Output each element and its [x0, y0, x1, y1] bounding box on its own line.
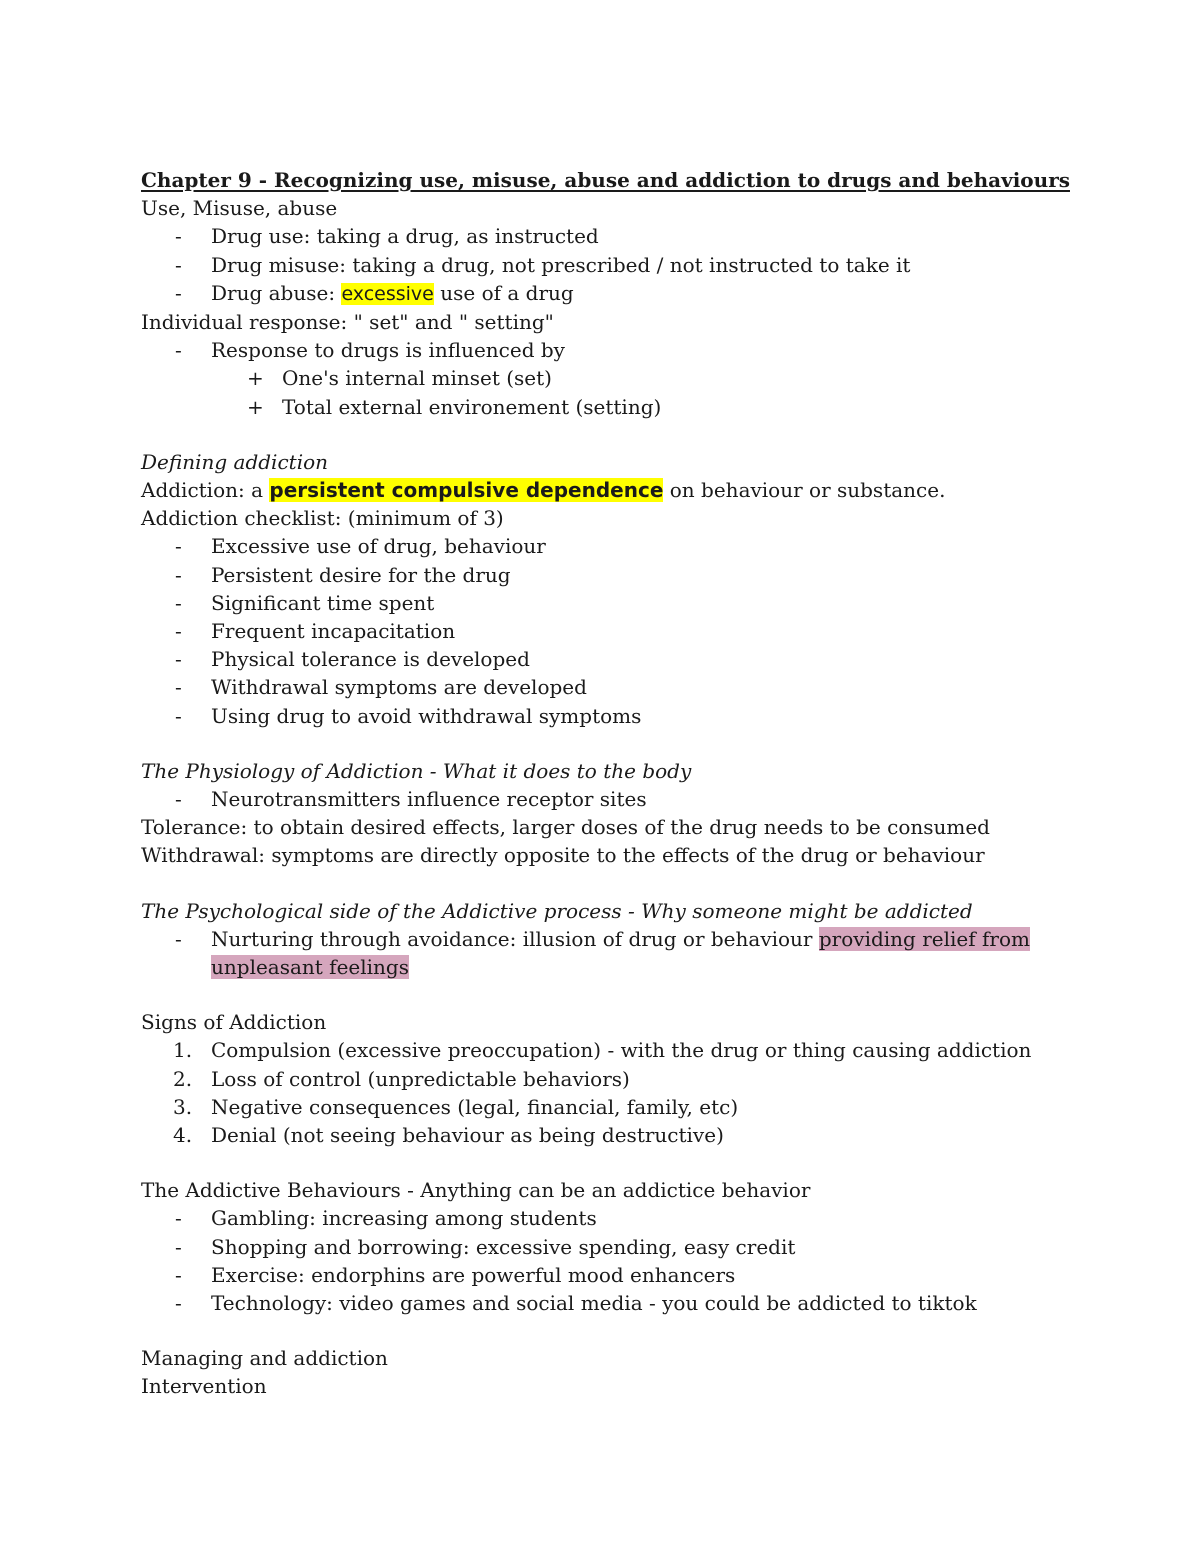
- list-item-text: Gambling: increasing among students: [211, 1206, 597, 1231]
- bullet-dash: -: [175, 703, 182, 728]
- withdrawal-text: Withdrawal: symptoms are directly opposite to the effects of the drug or behaviour: [141, 843, 985, 868]
- list-item-text: Shopping and borrowing: excessive spending, easy credit: [211, 1234, 796, 1259]
- list-item: [141, 1233, 1101, 1261]
- list-item-text: Total external environement (setting): [282, 394, 662, 419]
- numbered-item: [141, 1036, 1101, 1064]
- definition-text: Addiction: a: [141, 477, 270, 502]
- section-heading-physiology: The Physiology of Addiction - What it does to the body: [141, 758, 692, 783]
- list-item-text: Negative consequences (legal, financial, family, etc): [211, 1094, 739, 1119]
- bullet-dash: -: [175, 786, 182, 811]
- list-item: [141, 251, 1101, 279]
- bullet-dash: -: [175, 675, 182, 700]
- list-item-text: Loss of control (unpredictable behaviors): [211, 1066, 630, 1091]
- spacer: [141, 730, 1101, 757]
- list-item: [141, 785, 1101, 813]
- list-item: [141, 222, 1101, 250]
- list-item-text: Drug abuse:: [211, 280, 342, 305]
- spacer: [141, 870, 1101, 897]
- highlight-providing-relief: providing relief from: [818, 926, 1030, 951]
- intervention-text: Intervention: [141, 1374, 267, 1399]
- bullet-dash: -: [175, 1206, 182, 1231]
- list-item-text: Drug misuse: taking a drug, not prescribed / not instructed to take it: [211, 252, 911, 277]
- list-number: 4.: [173, 1122, 193, 1147]
- sub-list-item: [141, 393, 1101, 421]
- highlight-unpleasant-feelings: unpleasant feelings: [211, 954, 409, 979]
- section-heading-individual-response: Individual response: " set" and " setting": [141, 309, 554, 334]
- bullet-dash: -: [175, 280, 182, 305]
- sub-list-item: [141, 364, 1101, 392]
- highlight-excessive: excessive: [341, 282, 434, 305]
- spacer: [141, 421, 1101, 448]
- section-heading-signs: Signs of Addiction: [141, 1010, 327, 1035]
- list-item: [141, 336, 1101, 364]
- list-item-text: Frequent incapacitation: [211, 618, 456, 643]
- list-item-text: Using drug to avoid withdrawal symptoms: [211, 703, 642, 728]
- bullet-plus: +: [247, 366, 264, 391]
- list-item: [141, 645, 1101, 673]
- list-item-continuation: [141, 953, 1101, 981]
- list-item: [141, 673, 1101, 701]
- list-item: [141, 561, 1101, 589]
- section-heading-use-misuse: Use, Misuse, abuse: [141, 196, 338, 221]
- checklist-heading: Addiction checklist: (minimum of 3): [141, 506, 504, 531]
- section-heading-psychological: The Psychological side of the Addictive process - Why someone might be addicted: [141, 898, 973, 923]
- list-item: [141, 925, 1101, 953]
- list-item: [141, 702, 1101, 730]
- definition-text: on behaviour or substance.: [663, 477, 946, 502]
- list-item-text: Response to drugs is influenced by: [211, 338, 565, 363]
- bullet-dash: -: [175, 534, 182, 559]
- bullet-dash: -: [175, 1262, 182, 1287]
- list-item-text: Drug use: taking a drug, as instructed: [211, 224, 599, 249]
- page-title: Chapter 9 - Recognizing use, misuse, abuse and addiction to drugs and behaviours: [141, 168, 1070, 192]
- spacer: [141, 1317, 1101, 1344]
- list-item-text: Exercise: endorphins are powerful mood enhancers: [211, 1262, 736, 1287]
- bullet-dash: -: [175, 338, 182, 363]
- list-item-text: Nurturing through avoidance: illusion of drug or behaviour: [211, 926, 819, 951]
- list-item: [141, 532, 1101, 560]
- bullet-dash: -: [175, 1290, 182, 1315]
- list-item: [141, 1261, 1101, 1289]
- bullet-dash: -: [175, 926, 182, 951]
- bullet-plus: +: [247, 394, 264, 419]
- section-heading-addictive-behaviours: The Addictive Behaviours - Anything can be an addictice behavior: [141, 1178, 811, 1203]
- list-item-text: Physical tolerance is developed: [211, 647, 530, 672]
- list-number: 1.: [173, 1038, 193, 1063]
- list-item: [141, 279, 1101, 308]
- list-item: [141, 1204, 1101, 1232]
- bullet-dash: -: [175, 590, 182, 615]
- list-item: [141, 589, 1101, 617]
- spacer: [141, 1149, 1101, 1176]
- list-number: 3.: [173, 1094, 193, 1119]
- numbered-item: [141, 1121, 1101, 1149]
- bullet-dash: -: [175, 618, 182, 643]
- list-item-text: Technology: video games and social media - you could be addicted to tiktok: [211, 1290, 977, 1315]
- list-item-text: Significant time spent: [211, 590, 435, 615]
- list-item: [141, 1289, 1101, 1317]
- bullet-dash: -: [175, 647, 182, 672]
- list-item-text: One's internal minset (set): [282, 366, 552, 391]
- list-item-text: Neurotransmitters influence receptor sites: [211, 786, 647, 811]
- numbered-item: [141, 1065, 1101, 1093]
- document-page: [141, 166, 1101, 1401]
- bullet-dash: -: [175, 1234, 182, 1259]
- list-item-text: Denial (not seeing behaviour as being destructive): [211, 1122, 724, 1147]
- list-item-text: Excessive use of drug, behaviour: [211, 534, 546, 559]
- numbered-item: [141, 1093, 1101, 1121]
- list-item-text: Persistent desire for the drug: [211, 562, 511, 587]
- list-number: 2.: [173, 1066, 193, 1091]
- list-item-text: Withdrawal symptoms are developed: [211, 675, 587, 700]
- highlight-persistent-compulsive-dependence: persistent compulsive dependence: [269, 477, 664, 502]
- addiction-definition: [141, 476, 1101, 504]
- bullet-dash: -: [175, 562, 182, 587]
- list-item: [141, 617, 1101, 645]
- spacer: [141, 981, 1101, 1008]
- list-item-text: use of a drug: [433, 280, 574, 305]
- tolerance-text: Tolerance: to obtain desired effects, larger doses of the drug needs to be consumed: [141, 815, 990, 840]
- section-heading-managing: Managing and addiction: [141, 1346, 388, 1371]
- list-item-text: Compulsion (excessive preoccupation) - with the drug or thing causing addiction: [211, 1038, 1032, 1063]
- bullet-dash: -: [175, 224, 182, 249]
- bullet-dash: -: [175, 252, 182, 277]
- section-heading-defining-addiction: Defining addiction: [141, 449, 329, 474]
